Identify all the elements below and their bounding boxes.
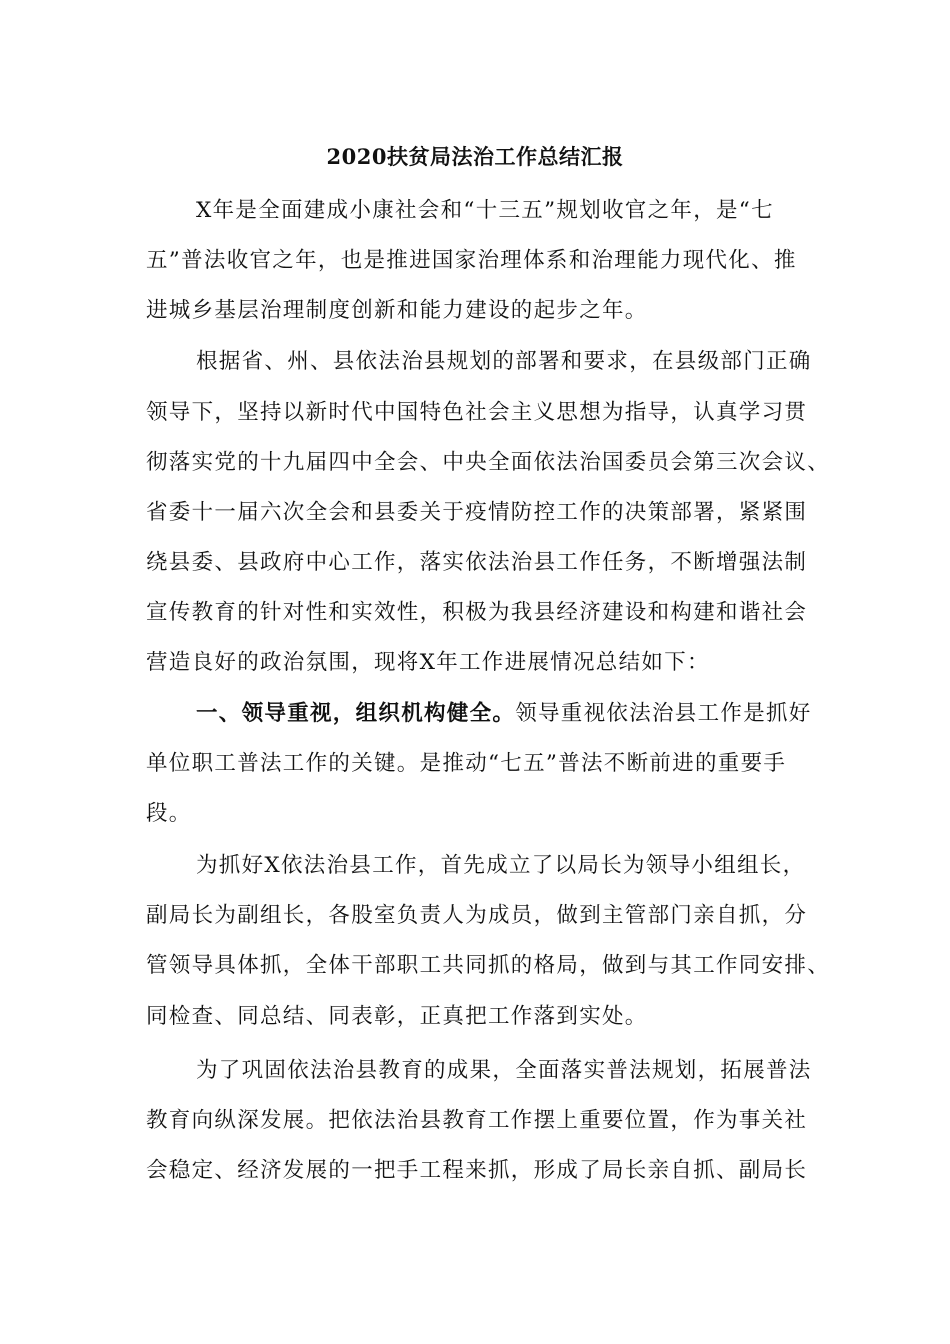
section-1-line-2: 单位职工普法工作的关键。是推动“七五”普法不断前进的重要手 [146, 751, 787, 776]
paragraph-1-line-2: 五”普法收官之年，也是推进国家治理体系和治理能力现代化、推 [146, 248, 797, 273]
paragraph-5-line-3: 会稳定、经济发展的一把手工程来抓，形成了局长亲自抓、副局长 [146, 1158, 808, 1183]
paragraph-2-line-4: 省委十一届六次全会和县委关于疫情防控工作的决策部署，紧紧围 [146, 500, 808, 525]
section-1-heading: 一、领导重视，组织机构健全。 [196, 701, 516, 726]
paragraph-1-line-3: 进城乡基层治理制度创新和能力建设的起步之年。 [146, 298, 648, 323]
paragraph-2-line-2: 领导下，坚持以新时代中国特色社会主义思想为指导，认真学习贯 [146, 400, 808, 425]
section-1-first-line [196, 696, 812, 732]
paragraph-5-line-2: 教育向纵深发展。把依法治县教育工作摆上重要位置，作为事关社 [146, 1108, 808, 1133]
paragraph-4-line-3: 管领导具体抓，全体干部职工共同抓的格局，做到与其工作同安排、 [146, 953, 831, 978]
paragraph-2-line-1: 根据省、州、县依法治县规划的部署和要求，在县级部门正确 [196, 349, 812, 374]
section-1-line-3: 段。 [146, 801, 192, 826]
paragraph-2-line-7: 营造良好的政治氛围，现将X年工作进展情况总结如下： [146, 650, 710, 675]
document-title: 2020扶贫局法治工作总结汇报 [326, 144, 624, 169]
paragraph-2-line-3: 彻落实党的十九届四中全会、中央全面依法治国委员会第三次会议、 [146, 450, 831, 475]
paragraph-4-line-4: 同检查、同总结、同表彰，正真把工作落到实处。 [146, 1004, 648, 1029]
paragraph-2-line-5: 绕县委、县政府中心工作，落实依法治县工作任务，不断增强法制 [146, 550, 808, 575]
paragraph-2-line-6: 宣传教育的针对性和实效性，积极为我县经济建设和构建和谐社会 [146, 600, 808, 625]
paragraph-1-line-1: X年是全面建成小康社会和“十三五”规划收官之年，是“七 [196, 198, 774, 223]
paragraph-4-line-1: 为抓好X依法治县工作，首先成立了以局长为领导小组组长， [196, 853, 806, 878]
paragraph-5-line-1: 为了巩固依法治县教育的成果，全面落实普法规划，拓展普法 [196, 1058, 812, 1083]
paragraph-4-line-2: 副局长为副组长，各股室负责人为成员，做到主管部门亲自抓，分 [146, 903, 808, 928]
section-1-first-line-text: 领导重视依法治县工作是抓好 [515, 701, 812, 726]
